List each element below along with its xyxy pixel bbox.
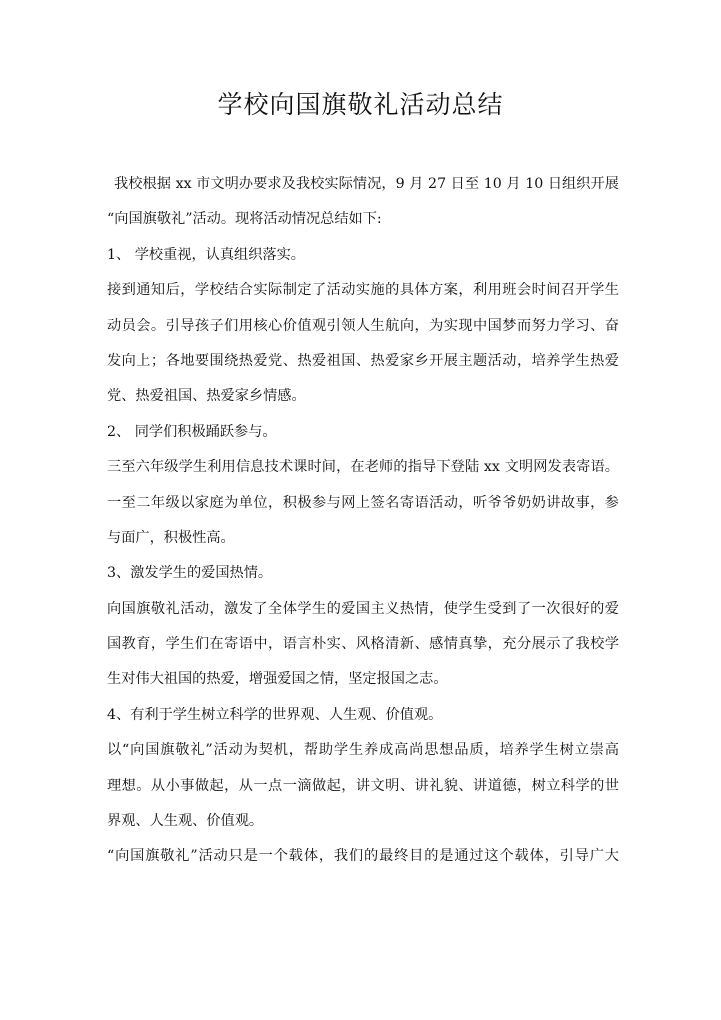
text-line: 接到通知后，学校结合实际制定了活动实施的具体方案，利用班会时间召开学生 bbox=[107, 282, 619, 299]
section-heading: 1、 学校重视，认真组织落实。 bbox=[107, 246, 305, 263]
text-line: 我校根据 xx 市文明办要求及我校实际情况，9 月 27 日至 10 月 10 日组织开展 bbox=[114, 176, 619, 192]
text-line: 党、热爱祖国、热爱家乡情感。 bbox=[107, 388, 306, 405]
text-line: 发向上；各地要围绕热爱党、热爱祖国、热爱家乡开展主题活动，培养学生热爱 bbox=[107, 352, 619, 369]
text-line: 生对伟大祖国的热爱，增强爱国之情，坚定报国之志。 bbox=[107, 671, 448, 688]
text-line: 向国旗敬礼活动，激发了全体学生的爱国主义热情，使学生受到了一次很好的爱 bbox=[107, 600, 619, 617]
text-line: 国教育，学生们在寄语中，语言朴实、风格清新、感情真挚，充分展示了我校学 bbox=[107, 636, 619, 653]
text-line: 界观、人生观、价值观。 bbox=[107, 813, 264, 830]
text-line: “向国旗敬礼”活动。现将活动情况总结如下: bbox=[107, 211, 382, 228]
section-heading: 4、有利于学生树立科学的世界观、人生观、价值观。 bbox=[107, 706, 443, 723]
text-line: 理想。从小事做起，从一点一滴做起，讲文明、讲礼貌、讲道德，树立科学的世 bbox=[107, 777, 619, 794]
text-line: 动员会。引导孩子们用核心价值观引领人生航向，为实现中国梦而努力学习、奋 bbox=[107, 317, 619, 334]
text-line: “向国旗敬礼”活动只是一个载体，我们的最终目的是通过这个载体，引导广大 bbox=[107, 848, 619, 865]
text-line: 三至六年级学生利用信息技术课时间，在老师的指导下登陆 xx 文明网发表寄语。 bbox=[107, 459, 619, 476]
text-line: 以“向国旗敬礼”活动为契机，帮助学生养成高尚思想品质，培养学生树立崇高 bbox=[107, 742, 619, 759]
section-heading: 2、 同学们积极踊跃参与。 bbox=[107, 423, 277, 440]
section-heading: 3、激发学生的爱国热情。 bbox=[107, 565, 273, 582]
text-line: 一至二年级以家庭为单位，积极参与网上签名寄语活动，听爷爷奶奶讲故事，参 bbox=[107, 494, 619, 511]
document-title: 学校向国旗敬礼活动总结 bbox=[217, 90, 504, 119]
document-body bbox=[107, 167, 619, 875]
text-line: 与面广，积极性高。 bbox=[107, 529, 235, 546]
